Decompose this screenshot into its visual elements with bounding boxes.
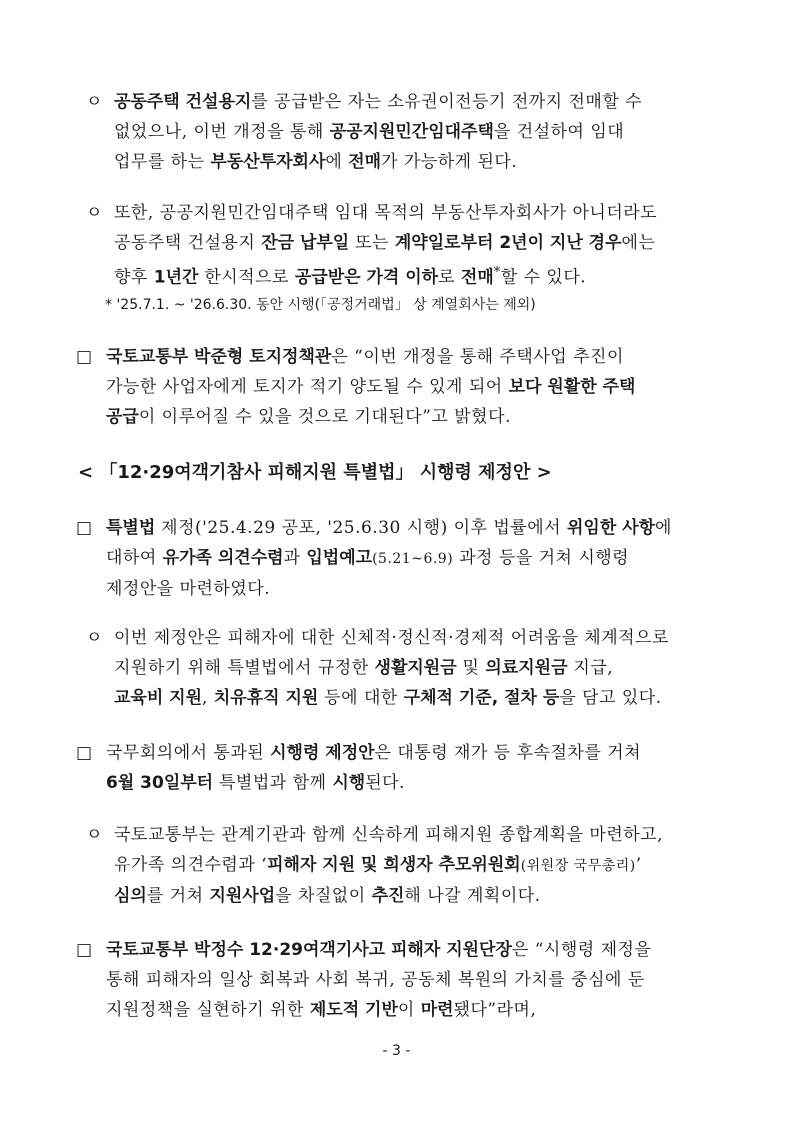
paragraph-6: □ 국무회의에서 통과된 시행령 제정안은 대통령 재가 등 후속절차를 거쳐 6월 30일부터 특별법과 함께 시행된다. — [76, 738, 641, 798]
box-bullet: □ — [76, 940, 93, 960]
box-bullet: □ — [76, 743, 93, 763]
paragraph-3: □ 국토교통부 박준형 토지정책관은 “이번 개정을 통해 주택사업 추진이 가능한 사업자에게 토지가 적기 양도될 수 있게 되어 보다 원활한 주택 공급이 이루어질 수 있을 것으로 기대된다”고 밝혔다. — [76, 342, 635, 432]
footnote: * '25.7.1. ~ '26.6.30. 동안 시행(「공정거래법」 상 계열회사는 제외) — [105, 297, 536, 313]
box-bullet: □ — [76, 518, 93, 538]
page-number: - 3 - — [382, 1043, 411, 1059]
paragraph-5: ㅇ 이번 제정안은 피해자에 대한 신체적·정신적·경제적 어려움을 체계적으로 지원하기 위해 특별법에서 규정한 생활지원금 및 의료지원금 지급, 교육비 지원, 치유휴직 지원 등에 대한 구체적 기준, 절차 등을 담고 있다. — [86, 623, 669, 713]
circle-bullet: ㅇ — [86, 92, 103, 112]
paragraph-4: □ 특별법 제정('25.4.29 공포, '25.6.30 시행) 이후 법률에서 위임한 사항에 대하여 유가족 의견수렴과 입법예고(5.21~6.9) 과정 등을 거쳐 시행령 제정안을 마련하였다. — [76, 513, 672, 604]
section-heading: < 「12·29여객기참사 피해지원 특별법」 시행령 제정안 > — [78, 462, 552, 483]
circle-bullet: ㅇ — [86, 203, 103, 223]
paragraph-7: ㅇ 국토교통부는 관계기관과 함께 신속하게 피해지원 종합계획을 마련하고, 유가족 의견수렴과 ‘피해자 지원 및 희생자 추모위원회(위원장 국무총리)’ 심의를 거쳐 지원사업을 차질없이 추진해 나갈 계획이다. — [86, 820, 663, 911]
paragraph-1: ㅇ 공동주택 건설용지를 공급받은 자는 소유권이전등기 전까지 전매할 수 없었으나, 이번 개정을 통해 공공지원민간임대주택을 건설하여 임대 업무를 하는 부동산투자회사에 전매가 가능하게 된다. — [86, 87, 642, 177]
circle-bullet: ㅇ — [86, 825, 103, 845]
paragraph-8: □ 국토교통부 박정수 12·29여객기사고 피해자 지원단장은 “시행령 제정을 통해 피해자의 일상 회복과 사회 복귀, 공동체 복원의 가치를 중심에 둔 지원정책을 실현하기 위한 제도적 기반이 마련됐다”라며, — [76, 935, 651, 1025]
circle-bullet: ㅇ — [86, 628, 103, 648]
box-bullet: □ — [76, 347, 93, 367]
paragraph-2: ㅇ 또한, 공공지원민간임대주택 임대 목적의 부동산투자회사가 아니더라도 공동주택 건설용지 잔금 납부일 또는 계약일로부터 2년이 지난 경우에는 향후 1년간 한시적으로 공급받은 가격 이하로 전매*할 수 있다. — [86, 198, 657, 293]
